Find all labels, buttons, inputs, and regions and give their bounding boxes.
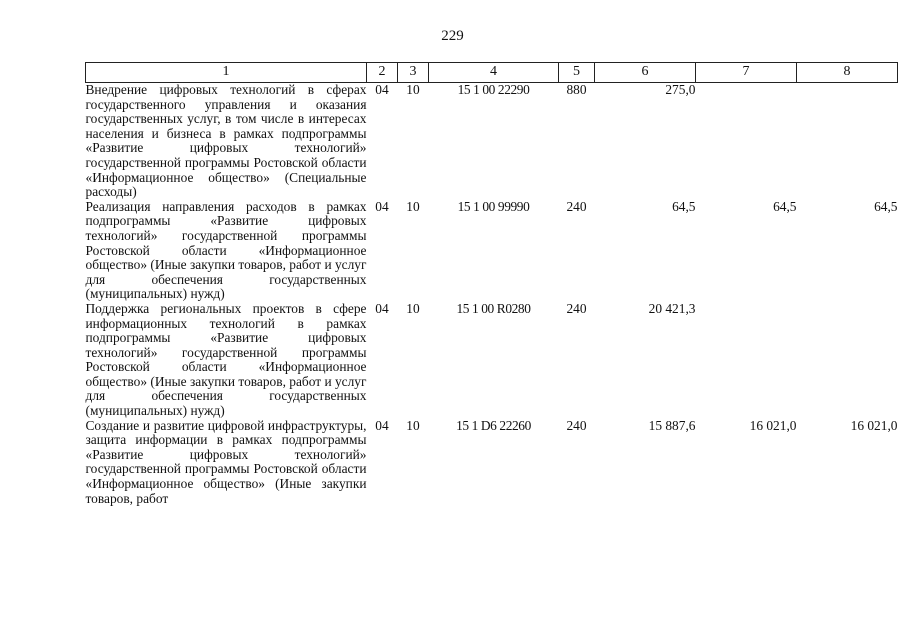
subsection-code: 10 <box>406 198 420 214</box>
section-code: 04 <box>375 82 389 97</box>
table-row <box>86 83 898 200</box>
expense-type-code: 240 <box>566 198 587 214</box>
page-number: 229 <box>441 28 464 44</box>
amount-col-7: 16 021,0 <box>749 417 797 433</box>
target-article-code: 15 1 00 R0280 <box>456 300 531 316</box>
column-header-7: 7 <box>696 63 797 83</box>
row-description: Поддержка региональных проектов в сфере информационных технологий в рамках подпрограммы «Развитие цифровых технологий» государственной программы Ростовской области «Информационное общество» (Иные закупки товаров, работ и услуг для обеспечения государственных (муниципальных) нужд) <box>85 300 367 419</box>
expense-type-code: 240 <box>566 417 587 433</box>
column-header-3: 3 <box>398 63 429 83</box>
column-header-4: 4 <box>429 63 559 83</box>
target-article-code: 15 1 00 99990 <box>457 198 530 214</box>
row-description: Реализация направления расходов в рамках подпрограммы «Развитие цифровых технологий» государственной программы Ростовской области «Информационное общество» (Иные закупки товаров, работ и услуг для обеспечения государственных (муниципальных) нужд) <box>85 198 367 302</box>
target-article-code: 15 1 00 22290 <box>457 82 530 97</box>
subsection-code: 10 <box>406 300 420 316</box>
subsection-code: 10 <box>406 82 420 97</box>
subsection-code: 10 <box>406 417 420 433</box>
amount-col-6: 275,0 <box>665 82 696 97</box>
table-row <box>86 302 898 419</box>
amount-col-6: 20 421,3 <box>648 300 696 316</box>
row-description: Внедрение цифровых технологий в сферах государственного управления и оказания государственных услуг, в том числе в интересах населения и бизнеса в рамках подпрограммы «Развитие цифровых технологий» государственной программы Ростовской области «Информационное общество» (Специальные расходы) <box>85 82 367 200</box>
column-header-8: 8 <box>797 63 898 83</box>
column-header-6: 6 <box>595 63 696 83</box>
section-code: 04 <box>375 417 389 433</box>
expense-type-code: 880 <box>566 82 587 97</box>
amount-col-7 <box>696 83 797 200</box>
header-row <box>86 63 898 83</box>
section-code: 04 <box>375 198 389 214</box>
table-row <box>86 200 898 302</box>
amount-col-8: 64,5 <box>874 198 898 214</box>
amount-col-7: 64,5 <box>773 198 797 214</box>
row-description: Создание и развитие цифровой инфраструктуры, защита информации в рамках подпрограммы «Развитие цифровых технологий» государственной программы Ростовской области «Информационное общество» (Иные закупки товаров, работ <box>85 417 367 506</box>
section-code: 04 <box>375 300 389 316</box>
budget-table <box>85 62 898 506</box>
amount-col-8 <box>797 83 898 200</box>
column-header-5: 5 <box>559 63 595 83</box>
expense-type-code: 240 <box>566 300 587 316</box>
amount-col-8: 16 021,0 <box>850 417 898 433</box>
target-article-code: 15 1 D6 22260 <box>456 417 531 433</box>
amount-col-6: 64,5 <box>672 198 696 214</box>
column-header-2: 2 <box>367 63 398 83</box>
amount-col-6: 15 887,6 <box>648 417 696 433</box>
amount-col-7 <box>696 302 797 419</box>
column-header-1: 1 <box>86 63 367 83</box>
amount-col-8 <box>797 302 898 419</box>
table-row <box>86 419 898 507</box>
